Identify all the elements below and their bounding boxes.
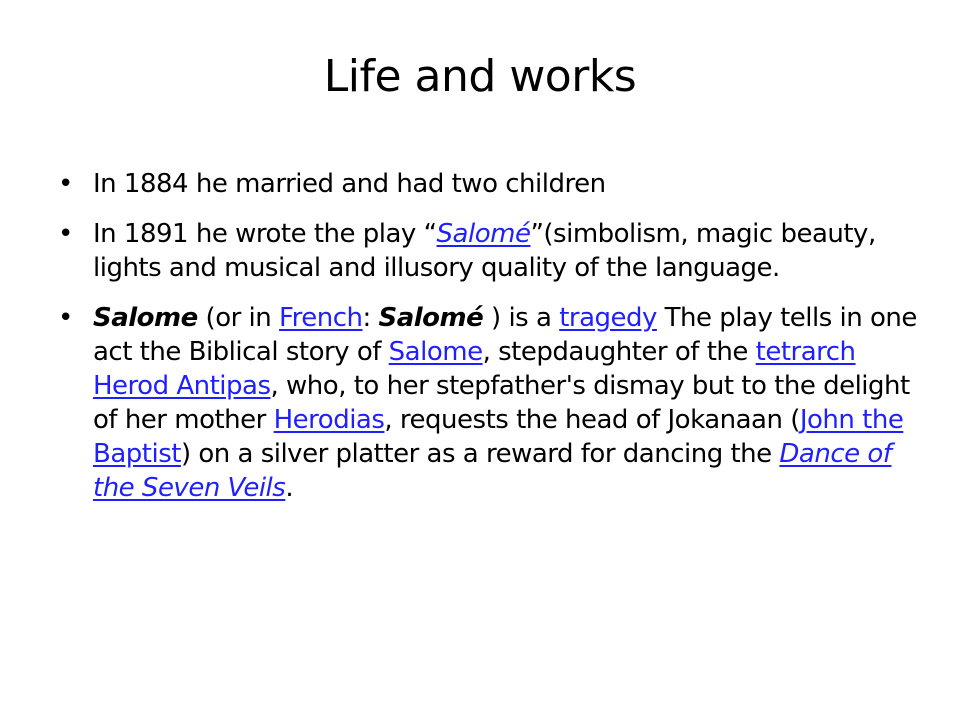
link-tragedy[interactable]: tragedy [559, 303, 657, 333]
link-herod-antipas[interactable]: Herod Antipas [93, 371, 271, 401]
bullet-text: , requests the head of Jokanaan ( [384, 405, 800, 435]
bullet-text: (or in [197, 303, 280, 333]
link-herodias[interactable]: Herodias [273, 405, 385, 435]
bold-term-salome-french: Salomé [378, 303, 484, 333]
link-tetrarch[interactable]: tetrarch [755, 337, 856, 367]
bullet-salome-description [58, 301, 918, 505]
bullet-list [58, 167, 918, 521]
bullet-text: The play tells in one act the Biblical story of [93, 303, 917, 367]
bold-term-salome: Salome [93, 303, 198, 333]
bullet-text: ) is a [483, 303, 560, 333]
bullet-text: In 1884 he married and had two children [93, 169, 606, 199]
link-john-the-baptist[interactable]: John the Baptist [93, 405, 904, 469]
link-dance-of-the-seven-veils[interactable]: Dance of the Seven Veils [93, 439, 892, 503]
bullet-text: In 1891 he wrote the play “ [93, 219, 437, 249]
bullet-text: . [285, 473, 294, 503]
bullet-text: : [362, 303, 379, 333]
link-salome-play[interactable]: Salomé [436, 219, 531, 249]
bullet-text: ) on a silver platter as a reward for dancing the [180, 439, 780, 469]
bullet-marriage [58, 167, 918, 201]
slide-title: Life and works [323, 51, 637, 102]
bullet-play [58, 217, 918, 285]
bullet-text: , stepdaughter of the [482, 337, 756, 367]
link-salome[interactable]: Salome [388, 337, 483, 367]
bullet-text: , who, to her stepfather's dismay but to the delight of her mother [93, 371, 910, 435]
bullet-text: ”(simbolism, magic beauty, lights and musical and illusory quality of the language. [93, 219, 876, 283]
link-french[interactable]: French [279, 303, 363, 333]
